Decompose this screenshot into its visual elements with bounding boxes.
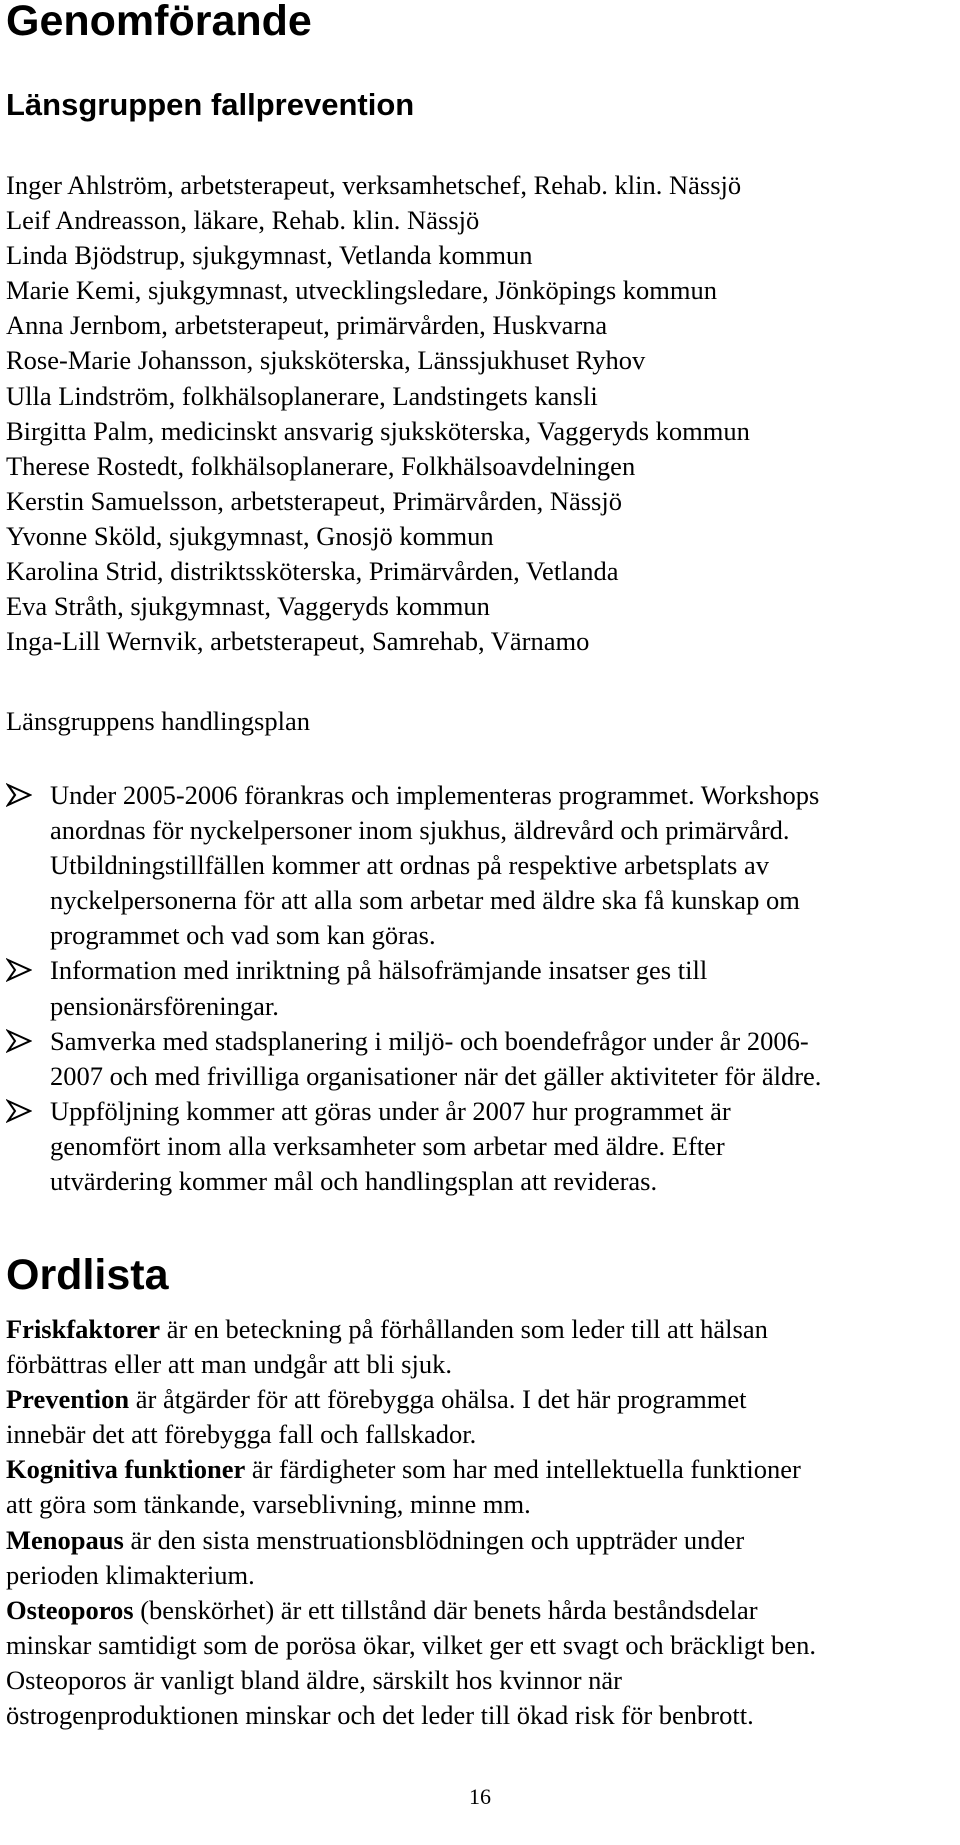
plan-bullet-line: pensionärsföreningar. xyxy=(50,990,279,1021)
glossary-text: är åtgärder för att förebygga ohälsa. I det här programmet xyxy=(129,1384,747,1415)
member-line: Therese Rostedt, folkhälsoplanerare, Folkhälsoavdelningen xyxy=(6,450,636,481)
member-line: Birgitta Palm, medicinskt ansvarig sjuksköterska, Vaggeryds kommun xyxy=(6,415,750,446)
member-line: Leif Andreasson, läkare, Rehab. klin. Nässjö xyxy=(6,205,480,236)
glossary xyxy=(6,1312,956,1733)
plan-bullet-line: genomfört inom alla verksamheter som arbetar med äldre. Efter xyxy=(50,1130,725,1161)
plan-bullet-list xyxy=(6,778,956,1199)
arrow-bullet-icon xyxy=(6,1099,32,1123)
glossary-text: perioden klimakterium. xyxy=(6,1559,255,1590)
glossary-line xyxy=(6,1417,956,1452)
plan-bullet-line: Samverka med stadsplanering i miljö- och boendefrågor under år 2006- xyxy=(50,1025,809,1056)
glossary-line xyxy=(6,1628,956,1663)
plan-title: Länsgruppens handlingsplan xyxy=(6,706,310,736)
glossary-text: (benskörhet) är ett tillstånd där benets hårda beståndsdelar xyxy=(133,1594,758,1625)
page-number: 16 xyxy=(469,1784,491,1809)
glossary-text: är en beteckning på förhållanden som leder till att hälsan xyxy=(160,1314,768,1344)
plan-bullet-line: Utbildningstillfällen kommer att ordnas på respektive arbetsplats av xyxy=(50,850,769,881)
plan-bullet-line: Uppföljning kommer att göras under år 2007 hur programmet är xyxy=(50,1095,731,1126)
glossary-line xyxy=(6,1487,956,1522)
member-line: Marie Kemi, sjukgymnast, utvecklingsledare, Jönköpings kommun xyxy=(6,275,717,306)
section-heading-genomforande: Genomförande xyxy=(6,0,312,45)
member-line: Kerstin Samuelsson, arbetsterapeut, Primärvården, Nässjö xyxy=(6,485,622,516)
group-title: Länsgruppen fallprevention xyxy=(6,87,415,122)
plan-bullet xyxy=(6,1024,956,1094)
member-line: Inger Ahlström, arbetsterapeut, verksamhetschef, Rehab. klin. Nässjö xyxy=(6,170,742,200)
glossary-text: innebär det att förebygga fall och fallskador. xyxy=(6,1419,477,1450)
glossary-text: minskar samtidigt som de porösa ökar, vilket ger ett svagt och bräckligt ben. xyxy=(6,1629,816,1660)
glossary-text: förbättras eller att man undgår att bli sjuk. xyxy=(6,1349,452,1380)
glossary-term: Friskfaktorer xyxy=(6,1314,161,1344)
plan-bullet-line: anordnas för nyckelpersoner inom sjukhus, äldrevård och primärvård. xyxy=(50,815,790,846)
member-line: Rose-Marie Johansson, sjuksköterska, Länssjukhuset Ryhov xyxy=(6,345,646,376)
plan-bullet xyxy=(6,1094,956,1199)
glossary-line xyxy=(6,1698,956,1733)
member-line: Yvonne Sköld, sjukgymnast, Gnosjö kommun xyxy=(6,520,494,551)
glossary-line xyxy=(6,1452,956,1487)
glossary-line xyxy=(6,1593,956,1628)
glossary-term: Kognitiva funktioner xyxy=(6,1454,246,1485)
plan-bullet xyxy=(6,953,956,1023)
glossary-term: Menopaus xyxy=(6,1524,124,1555)
glossary-line xyxy=(6,1558,956,1593)
member-line: Karolina Strid, distriktssköterska, Primärvården, Vetlanda xyxy=(6,556,619,587)
glossary-line xyxy=(6,1347,956,1382)
glossary-line xyxy=(6,1312,956,1347)
glossary-text: att göra som tänkande, varseblivning, minne mm. xyxy=(6,1489,531,1520)
glossary-line xyxy=(6,1382,956,1417)
member-line: Ulla Lindström, folkhälsoplanerare, Landstingets kansli xyxy=(6,380,598,411)
member-list xyxy=(6,168,956,659)
arrow-bullet-icon xyxy=(6,1029,32,1053)
plan-bullet-line: programmet och vad som kan göras. xyxy=(50,920,436,951)
arrow-bullet-icon xyxy=(6,783,32,807)
glossary-text: är färdigheter som har med intellektuella funktioner xyxy=(245,1454,801,1485)
member-line: Anna Jernbom, arbetsterapeut, primärvården, Huskvarna xyxy=(6,310,608,341)
member-line: Linda Bjödstrup, sjukgymnast, Vetlanda kommun xyxy=(6,240,533,271)
plan-bullet-line: 2007 och med frivilliga organisationer när det gäller aktiviteter för äldre. xyxy=(50,1060,822,1091)
plan-bullet-line: Under 2005-2006 förankras och implementeras programmet. Workshops xyxy=(50,780,820,810)
glossary-line xyxy=(6,1663,956,1698)
glossary-term: Osteoporos xyxy=(6,1594,134,1625)
section-heading-ordlista: Ordlista xyxy=(6,1251,169,1299)
plan-bullet-line: Information med inriktning på hälsofrämjande insatser ges till xyxy=(50,955,708,986)
glossary-text: Osteoporos är vanligt bland äldre, särskilt hos kvinnor när xyxy=(6,1664,622,1695)
glossary-text: östrogenproduktionen minskar och det leder till ökad risk för benbrott. xyxy=(6,1700,754,1731)
plan-bullet-line: utvärdering kommer mål och handlingsplan att revideras. xyxy=(50,1166,658,1197)
arrow-bullet-icon xyxy=(6,958,32,982)
member-line: Inga-Lill Wernvik, arbetsterapeut, Samrehab, Värnamo xyxy=(6,626,590,657)
plan-bullet xyxy=(6,778,956,953)
member-line: Eva Stråth, sjukgymnast, Vaggeryds kommun xyxy=(6,591,490,622)
glossary-line xyxy=(6,1523,956,1558)
plan-bullet-line: nyckelpersonerna för att alla som arbetar med äldre ska få kunskap om xyxy=(50,885,800,916)
glossary-text: är den sista menstruationsblödningen och uppträder under xyxy=(123,1524,745,1555)
glossary-term: Prevention xyxy=(6,1384,130,1415)
